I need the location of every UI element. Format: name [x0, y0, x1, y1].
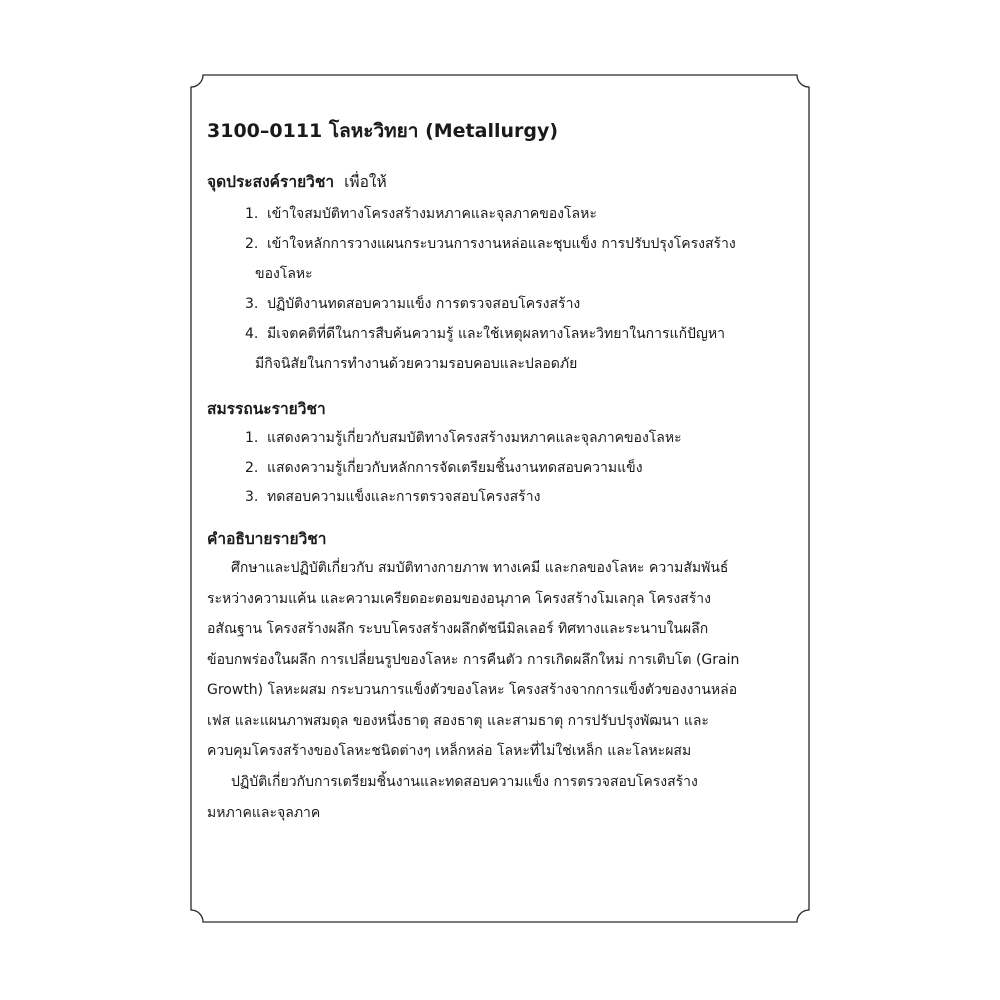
item-text: มีเจตคติที่ดีในการสืบค้นความรู้ และใช้เหตุผลทางโลหะวิทยาในการแก้ปัญหา	[267, 326, 725, 342]
item-text-continued: มีกิจนิสัยในการทำงานด้วยความรอบคอบและปลอดภัย	[255, 356, 578, 372]
objectives-heading-text: จุดประสงค์รายวิชา	[207, 173, 335, 191]
item-text-continued: ของโลหะ	[255, 266, 313, 282]
competency-item-3	[245, 482, 797, 512]
paragraph-line: Growth) โลหะผสม กระบวนการแข็งตัวของโลหะ โครงสร้างจากการแข็งตัวของงานหล่อ	[207, 682, 738, 698]
competencies-heading: สมรรถนะรายวิชา	[207, 400, 326, 418]
item-number: 2.	[245, 236, 259, 252]
course-title: 3100–0111 โลหะวิทยา (Metallurgy)	[207, 120, 559, 142]
item-number: 3.	[245, 296, 259, 312]
paragraph-line: อสัณฐาน โครงสร้างผลึก ระบบโครงสร้างผลึกดัชนีมิลเลอร์ ทิศทางและระนาบในผลึก	[207, 621, 709, 637]
item-number: 2.	[245, 460, 259, 476]
competency-item-1	[245, 423, 797, 453]
item-number: 1.	[245, 430, 259, 446]
item-text: แสดงความรู้เกี่ยวกับสมบัติทางโครงสร้างมหภาคและจุลภาคของโลหะ	[267, 430, 682, 446]
objectives-heading-suffix: เพื่อให้	[344, 173, 387, 191]
paragraph-line: ปฏิบัติเกี่ยวกับการเตรียมชิ้นงานและทดสอบความแข็ง การตรวจสอบโครงสร้าง	[231, 774, 698, 790]
paragraph-line: ควบคุมโครงสร้างของโลหะชนิดต่างๆ เหล็กหล่อ โลหะที่ไม่ใช่เหล็ก และโลหะผสม	[207, 743, 692, 759]
paragraph-line: เฟส และแผนภาพสมดุล ของหนึ่งธาตุ สองธาตุ และสามธาตุ การปรับปรุงพัฒนา และ	[207, 712, 709, 729]
item-text: แสดงความรู้เกี่ยวกับหลักการจัดเตรียมชิ้นงานทดสอบความแข็ง	[267, 460, 643, 476]
objective-item-3	[245, 289, 797, 319]
paragraph-line: ศึกษาและปฏิบัติเกี่ยวกับ สมบัติทางกายภาพ ทางเคมี และกลของโลหะ ความสัมพันธ์	[231, 560, 729, 576]
item-text: เข้าใจสมบัติทางโครงสร้างมหภาคและจุลภาคของโลหะ	[267, 206, 597, 222]
description-heading: คำอธิบายรายวิชา	[207, 530, 327, 548]
paragraph-line: ข้อบกพร่องในผลึก การเปลี่ยนรูปของโลหะ การคืนตัว การเกิดผลึกใหม่ การเติบโต (Grain	[207, 651, 740, 668]
description-paragraph-2	[207, 767, 792, 828]
objective-item-1	[245, 199, 797, 229]
item-number: 1.	[245, 206, 259, 222]
item-text: เข้าใจหลักการวางแผนกระบวนการงานหล่อและชุบแข็ง การปรับปรุงโครงสร้าง	[267, 236, 736, 252]
item-text: ทดสอบความแข็งและการตรวจสอบโครงสร้าง	[267, 489, 541, 505]
objectives-heading	[207, 169, 387, 195]
objective-item-4	[245, 319, 797, 379]
competency-item-2	[245, 453, 797, 483]
paragraph-line: มหภาคและจุลภาค	[207, 804, 321, 821]
item-text: ปฏิบัติงานทดสอบความแข็ง การตรวจสอบโครงสร้าง	[267, 296, 581, 312]
item-number: 3.	[245, 489, 259, 505]
description-paragraph-1	[207, 553, 792, 767]
objective-item-2	[245, 229, 797, 289]
paragraph-line: ระหว่างความแค้น และความเครียดอะตอมของอนุภาค โครงสร้างโมเลกุล โครงสร้าง	[207, 590, 711, 607]
item-number: 4.	[245, 326, 259, 342]
